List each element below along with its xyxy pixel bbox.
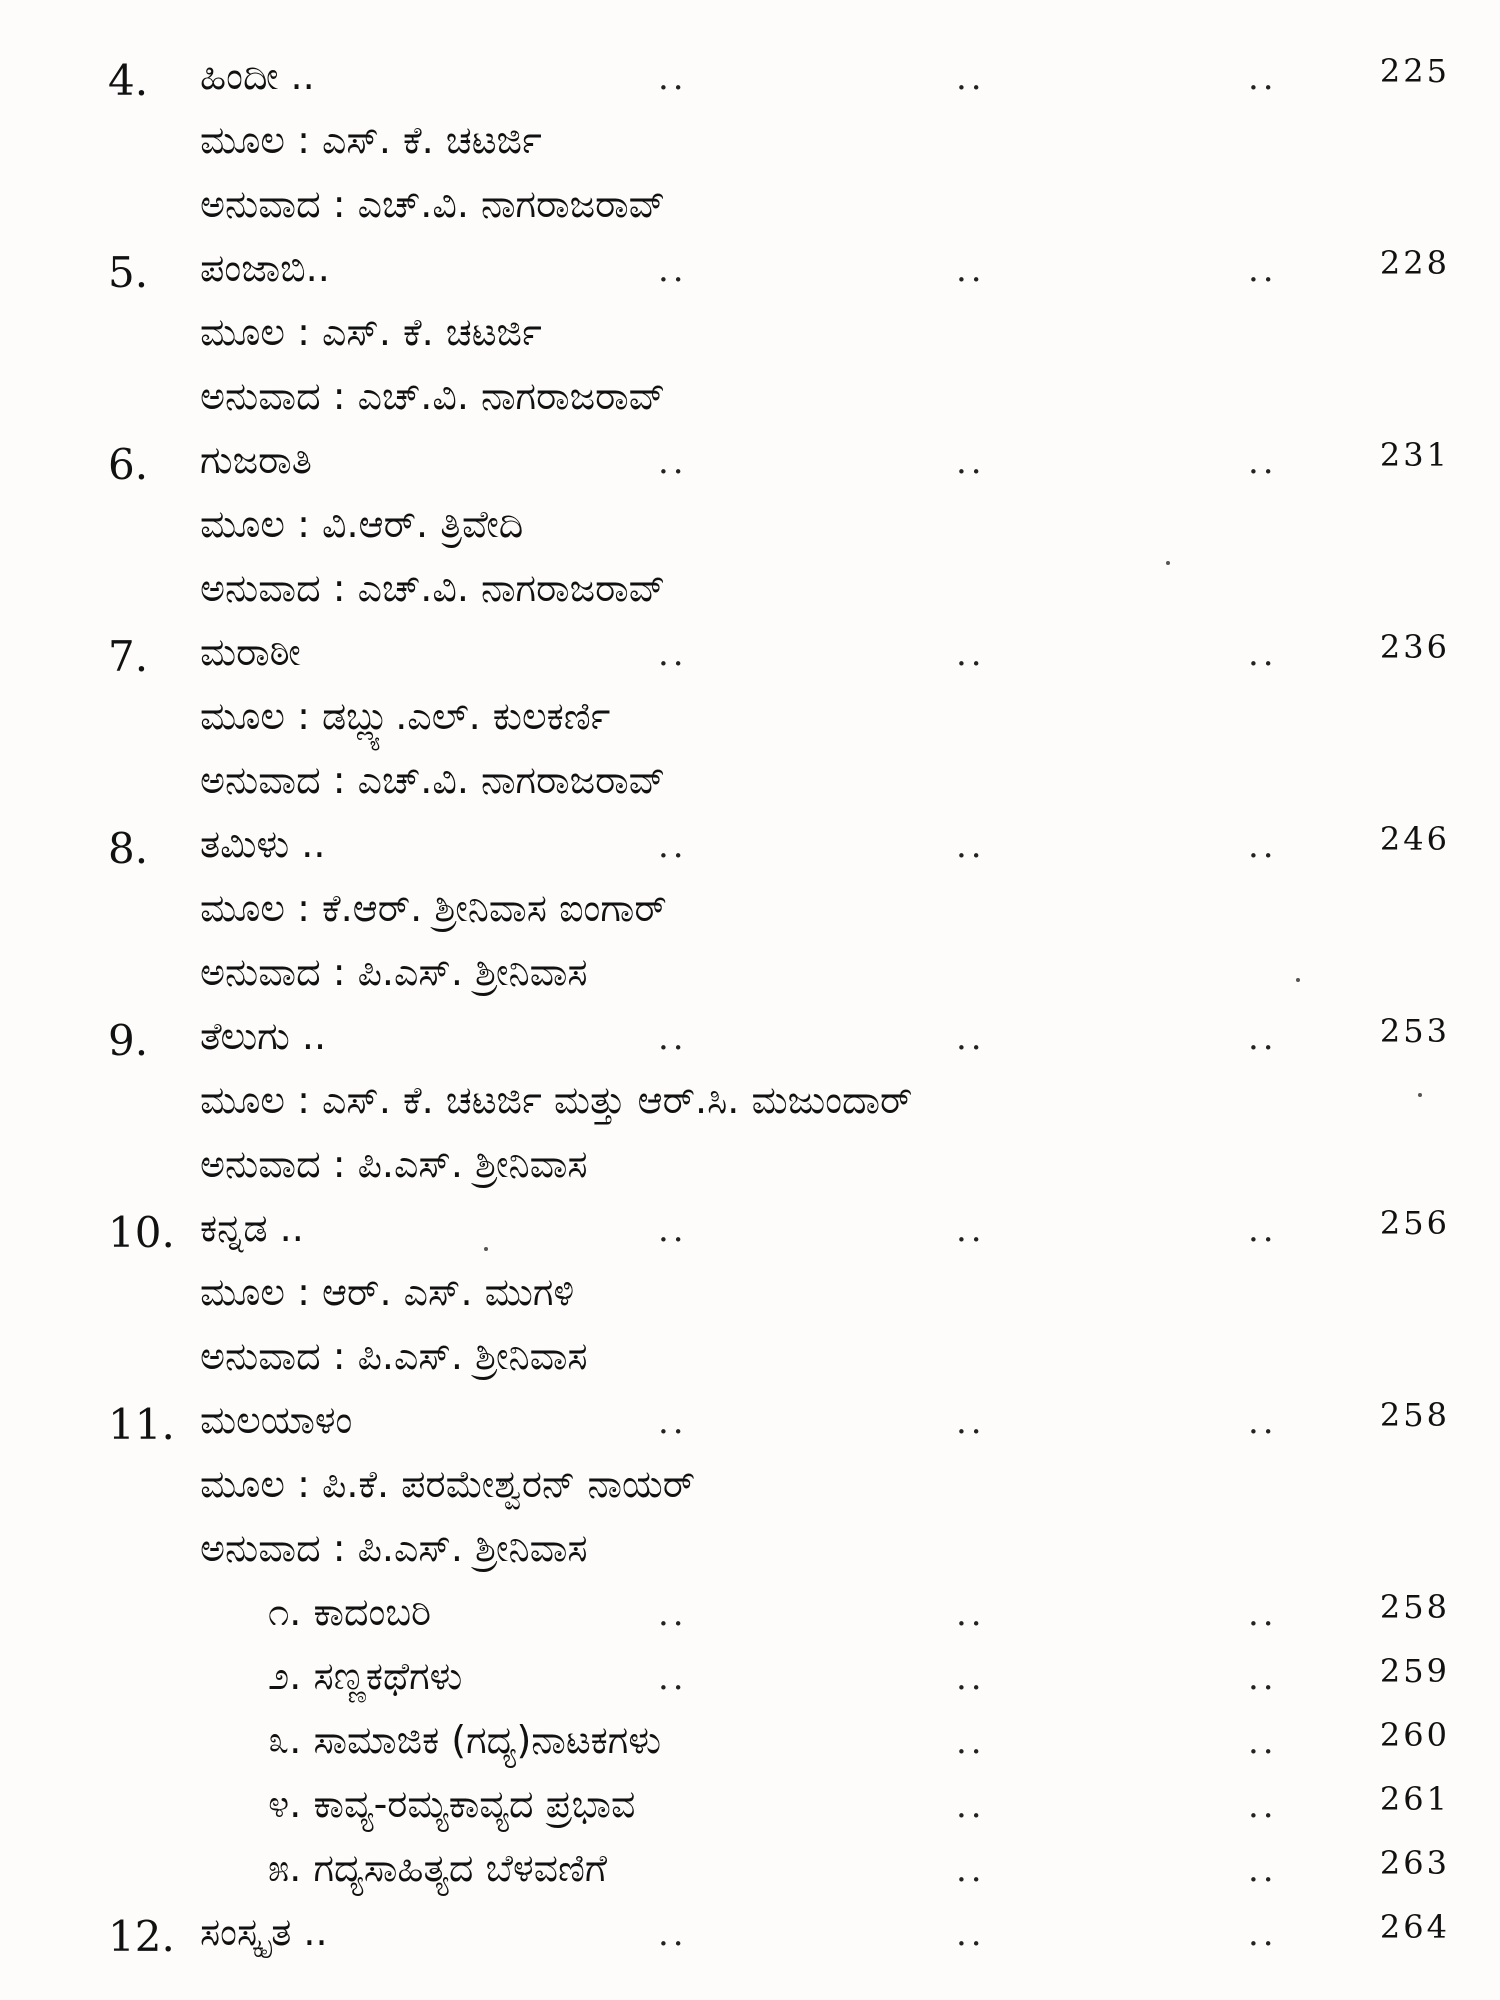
original-author-text: ಮೂಲ : ಎಸ್. ಕೆ. ಚಟರ್ಜಿ	[200, 118, 542, 162]
page-number: 260	[1379, 1716, 1450, 1754]
entry-original-author	[0, 884, 1500, 944]
leader-dots: ..	[1248, 1914, 1278, 1954]
entry-number: 11.	[108, 1400, 175, 1449]
leader-dots: ..	[658, 1658, 688, 1698]
scan-speck	[1418, 1093, 1422, 1097]
toc-entry	[0, 244, 1500, 304]
entry-title: ಮಲಯಾಳಂ	[200, 1398, 353, 1442]
leader-dots: ..	[956, 250, 986, 290]
entry-title: ತೆಲುಗು ..	[200, 1014, 327, 1058]
entry-translator	[0, 948, 1500, 1008]
leader-dots: ..	[1248, 1786, 1278, 1826]
translator-text: ಅನುವಾದ : ಎಚ್.ವಿ. ನಾಗರಾಜರಾವ್	[200, 374, 666, 418]
subentry-title: ೨. ಸಣ್ಣಕಥೆಗಳು	[268, 1654, 463, 1698]
leader-dots: ..	[956, 1914, 986, 1954]
page-number: 261	[1379, 1780, 1450, 1818]
entry-translator	[0, 180, 1500, 240]
entry-number: 10.	[108, 1208, 175, 1257]
page-number: 253	[1379, 1012, 1450, 1050]
page-number: 231	[1379, 436, 1450, 474]
entry-number: 9.	[108, 1016, 149, 1065]
leader-dots: ..	[658, 826, 688, 866]
leader-dots: ..	[956, 1786, 986, 1826]
leader-dots: ..	[658, 1594, 688, 1634]
entry-title: ಸಂಸ್ಕೃತ ..	[200, 1910, 328, 1954]
entry-number: 5.	[108, 248, 149, 297]
page-number: 225	[1379, 52, 1450, 90]
entry-original-author	[0, 500, 1500, 560]
entry-number: 7.	[108, 632, 149, 681]
leader-dots: ..	[658, 1018, 688, 1058]
subentry-title: ೪. ಕಾವ್ಯ-ರಮ್ಯಕಾವ್ಯದ ಪ್ರಭಾವ	[268, 1782, 636, 1826]
leader-dots: ..	[956, 1722, 986, 1762]
page-number: 264	[1379, 1908, 1450, 1946]
translator-text: ಅನುವಾದ : ಎಚ್.ವಿ. ನಾಗರಾಜರಾವ್	[200, 566, 666, 610]
original-author-text: ಮೂಲ : ಎಸ್. ಕೆ. ಚಟರ್ಜಿ	[200, 310, 542, 354]
leader-dots: ..	[956, 1850, 986, 1890]
page-number: 256	[1379, 1204, 1450, 1242]
leader-dots: ..	[658, 1914, 688, 1954]
entry-title: ಗುಜರಾತಿ	[200, 438, 312, 482]
leader-dots: ..	[1248, 1850, 1278, 1890]
original-author-text: ಮೂಲ : ಡಬ್ಲ್ಯು.ಎಲ್. ಕುಲಕರ್ಣಿ	[200, 694, 611, 738]
leader-dots: ..	[658, 250, 688, 290]
original-author-text: ಮೂಲ : ಎಸ್. ಕೆ. ಚಟರ್ಜಿ ಮತ್ತು ಆರ್.ಸಿ. ಮಜುಂದಾರ್	[200, 1078, 913, 1122]
page-number: 259	[1379, 1652, 1450, 1690]
original-author-text: ಮೂಲ : ಆರ್. ಎಸ್. ಮುಗಳಿ	[200, 1270, 575, 1314]
entry-translator	[0, 1524, 1500, 1584]
entry-title: ಪಂಜಾಬಿ..	[200, 246, 330, 290]
subentry-title: ೩. ಸಾಮಾಜಿಕ (ಗದ್ಯ)ನಾಟಕಗಳು	[268, 1718, 662, 1762]
entry-translator	[0, 1140, 1500, 1200]
toc-entry	[0, 1204, 1500, 1264]
entry-original-author	[0, 1460, 1500, 1520]
scan-speck	[484, 1247, 488, 1251]
leader-dots: ..	[956, 1594, 986, 1634]
leader-dots: ..	[658, 58, 688, 98]
entry-number: 8.	[108, 824, 149, 873]
leader-dots: ..	[1248, 1210, 1278, 1250]
toc-subentry	[0, 1780, 1500, 1840]
leader-dots: ..	[1248, 634, 1278, 674]
page-number: 228	[1379, 244, 1450, 282]
toc-entry	[0, 1012, 1500, 1072]
toc-subentry	[0, 1588, 1500, 1648]
page-number: 258	[1379, 1396, 1450, 1434]
translator-text: ಅನುವಾದ : ಪಿ.ಎಸ್. ಶ್ರೀನಿವಾಸ	[200, 1142, 588, 1186]
original-author-text: ಮೂಲ : ಕೆ.ಆರ್. ಶ್ರೀನಿವಾಸ ಐಂಗಾರ್	[200, 886, 667, 930]
leader-dots: ..	[956, 442, 986, 482]
entry-number: 6.	[108, 440, 149, 489]
toc-entry	[0, 628, 1500, 688]
leader-dots: ..	[956, 1210, 986, 1250]
leader-dots: ..	[1248, 1018, 1278, 1058]
leader-dots: ..	[956, 1402, 986, 1442]
leader-dots: ..	[956, 826, 986, 866]
entry-title: ಕನ್ನಡ ..	[200, 1206, 304, 1250]
leader-dots: ..	[658, 442, 688, 482]
toc-entry	[0, 1396, 1500, 1456]
subentry-title: ೫. ಗದ್ಯಸಾಹಿತ್ಯದ ಬೆಳವಣಿಗೆ	[268, 1846, 607, 1890]
entry-translator	[0, 756, 1500, 816]
leader-dots: ..	[956, 634, 986, 674]
page-number: 263	[1379, 1844, 1450, 1882]
entry-number: 4.	[108, 56, 149, 105]
entry-translator	[0, 372, 1500, 432]
entry-title: ಮರಾಠೀ	[200, 630, 301, 674]
leader-dots: ..	[956, 58, 986, 98]
leader-dots: ..	[658, 1210, 688, 1250]
entry-number: 12.	[108, 1912, 175, 1961]
toc-subentry	[0, 1716, 1500, 1776]
scan-speck	[1166, 561, 1170, 565]
entry-original-author	[0, 1268, 1500, 1328]
page-number: 258	[1379, 1588, 1450, 1626]
translator-text: ಅನುವಾದ : ಪಿ.ಎಸ್. ಶ್ರೀನಿವಾಸ	[200, 950, 588, 994]
entry-title: ಹಿಂದೀ ..	[200, 54, 315, 98]
toc-subentry	[0, 1652, 1500, 1712]
original-author-text: ಮೂಲ : ಪಿ.ಕೆ. ಪರಮೇಶ್ವರನ್ ನಾಯರ್	[200, 1462, 696, 1506]
leader-dots: ..	[956, 1018, 986, 1058]
leader-dots: ..	[1248, 250, 1278, 290]
leader-dots: ..	[1248, 442, 1278, 482]
leader-dots: ..	[956, 1658, 986, 1698]
entry-translator	[0, 1332, 1500, 1392]
toc-entry	[0, 436, 1500, 496]
original-author-text: ಮೂಲ : ವಿ.ಆರ್. ತ್ರಿವೇದಿ	[200, 502, 524, 546]
translator-text: ಅನುವಾದ : ಎಚ್.ವಿ. ನಾಗರಾಜರಾವ್	[200, 182, 666, 226]
entry-original-author	[0, 1076, 1500, 1136]
entry-translator	[0, 564, 1500, 624]
page-number: 246	[1379, 820, 1450, 858]
translator-text: ಅನುವಾದ : ಎಚ್.ವಿ. ನಾಗರಾಜರಾವ್	[200, 758, 666, 802]
leader-dots: ..	[1248, 58, 1278, 98]
entry-original-author	[0, 692, 1500, 752]
leader-dots: ..	[1248, 1658, 1278, 1698]
scan-speck	[1296, 978, 1300, 982]
entry-original-author	[0, 308, 1500, 368]
toc-subentry	[0, 1844, 1500, 1904]
leader-dots: ..	[658, 1402, 688, 1442]
leader-dots: ..	[1248, 1722, 1278, 1762]
toc-entry	[0, 52, 1500, 112]
leader-dots: ..	[658, 634, 688, 674]
toc-entry	[0, 820, 1500, 880]
leader-dots: ..	[1248, 1594, 1278, 1634]
translator-text: ಅನುವಾದ : ಪಿ.ಎಸ್. ಶ್ರೀನಿವಾಸ	[200, 1526, 588, 1570]
entry-title: ತಮಿಳು ..	[200, 822, 326, 866]
toc-entry	[0, 1908, 1500, 1968]
translator-text: ಅನುವಾದ : ಪಿ.ಎಸ್. ಶ್ರೀನಿವಾಸ	[200, 1334, 588, 1378]
subentry-title: ೧. ಕಾದಂಬರಿ	[268, 1590, 432, 1634]
page-number: 236	[1379, 628, 1450, 666]
leader-dots: ..	[1248, 826, 1278, 866]
leader-dots: ..	[1248, 1402, 1278, 1442]
entry-original-author	[0, 116, 1500, 176]
